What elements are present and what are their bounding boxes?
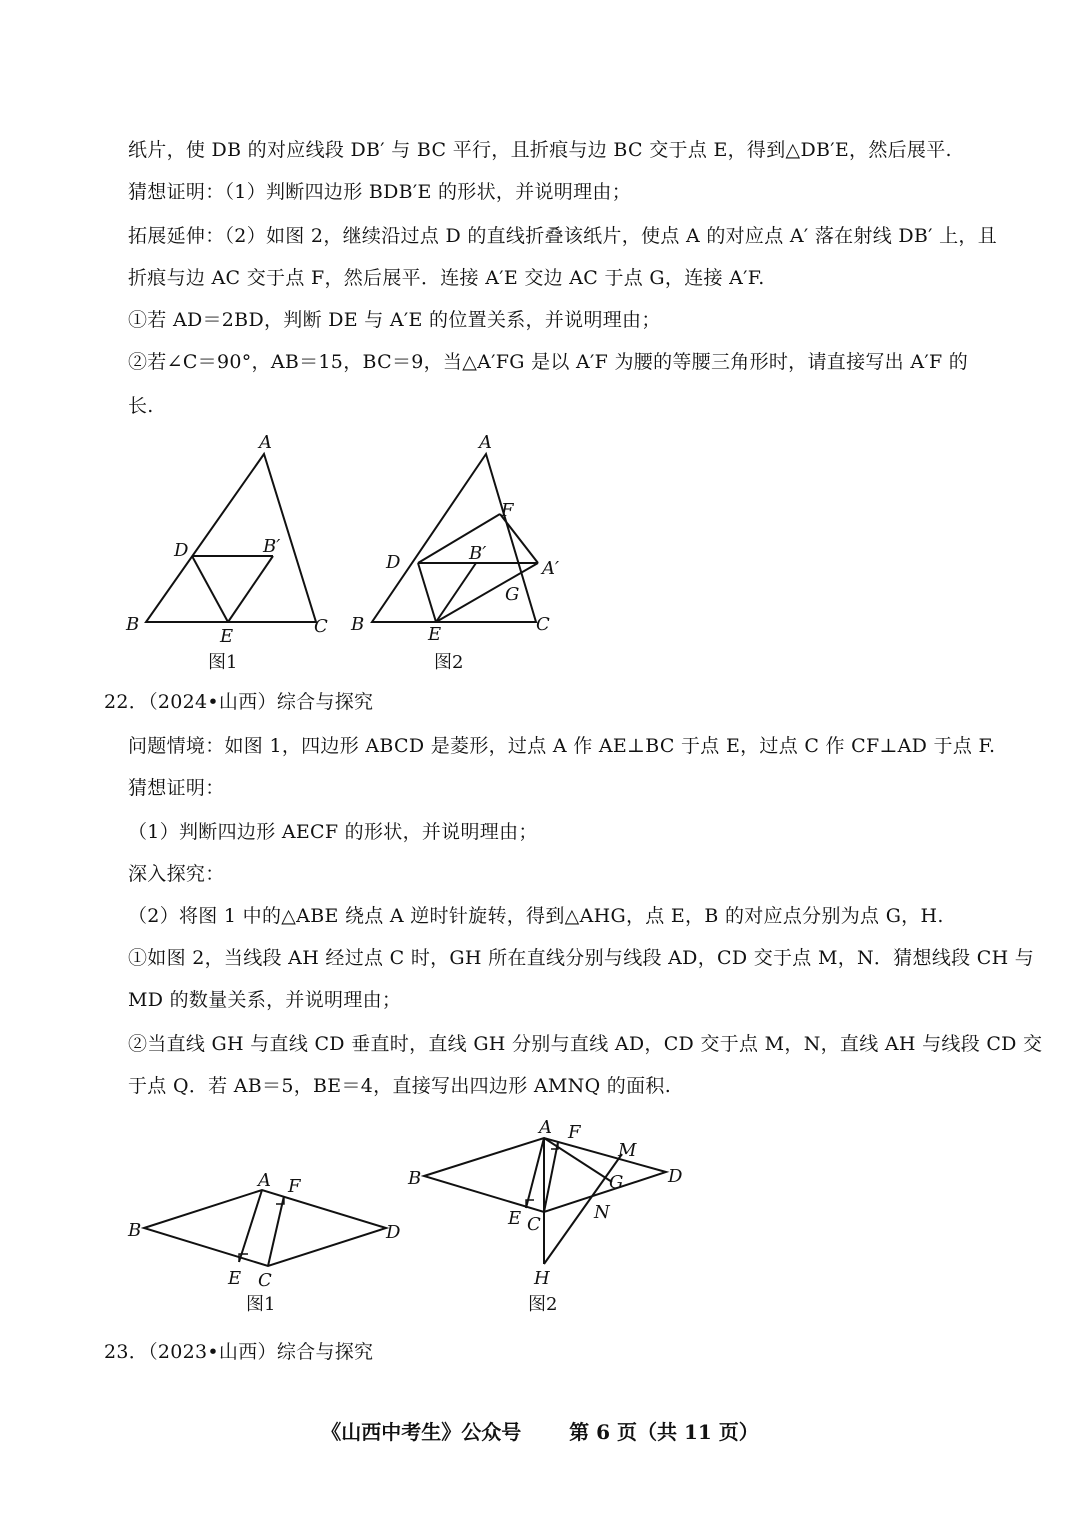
text-line-15: MD 的数量关系，并说明理由； <box>128 989 402 1011</box>
text-line-12: 深入探究： <box>128 863 225 885</box>
point-label-d: D <box>386 1222 401 1243</box>
point-label-f: F <box>288 1176 301 1197</box>
point-label-b: B <box>408 1168 422 1189</box>
figure-caption: 图1 <box>208 652 238 673</box>
point-label-a: A <box>258 1170 271 1191</box>
point-label-n: N <box>594 1202 610 1223</box>
point-label-e: E <box>508 1208 522 1229</box>
page-footer <box>0 1416 1080 1445</box>
figure-top-2 <box>348 428 588 678</box>
point-label-b-prime: B′ <box>469 543 487 564</box>
point-label-h: H <box>534 1268 550 1289</box>
point-label-a: A <box>479 432 492 453</box>
text-line-6: ②若∠C＝90°，AB＝15，BC＝9，当△A′FG 是以 A′F 为腰的等腰三角形时，请直接写出 A′F 的 <box>128 351 969 373</box>
question-23-heading: 23．（2023•山西）综合与探究 <box>104 1341 374 1363</box>
footer-source: 《山西中考生》公众号 <box>321 1420 522 1444</box>
text-line-13: （2）将图 1 中的△ABE 绕点 A 逆时针旋转，得到△AHG，点 E，B 的对应点分别为点 G，H. <box>128 905 944 927</box>
point-label-c: C <box>536 614 550 635</box>
point-label-c: C <box>258 1270 272 1291</box>
point-label-a-prime: A′ <box>542 558 560 579</box>
footer-page-number: 第 6 页（共 11 页） <box>569 1420 759 1444</box>
point-label-b: B <box>126 614 140 635</box>
point-label-d: D <box>386 552 401 573</box>
point-label-a: A <box>539 1117 552 1138</box>
point-label-g: G <box>609 1172 624 1193</box>
text-line-4: 折痕与边 AC 交于点 F，然后展平．连接 A′E 交边 AC 于点 G，连接 A′F. <box>128 267 765 289</box>
point-label-c: C <box>314 616 328 637</box>
text-line-1: 纸片，使 DB 的对应线段 DB′ 与 BC 平行，且折痕与边 BC 交于点 E，得到△DB′E，然后展平. <box>128 139 952 161</box>
point-label-d: D <box>174 540 189 561</box>
figure-bottom-1 <box>124 1168 414 1328</box>
point-label-f: F <box>568 1122 581 1143</box>
point-label-d: D <box>668 1166 683 1187</box>
figure-caption: 图1 <box>246 1294 276 1315</box>
point-label-e: E <box>428 624 442 645</box>
point-label-e: E <box>220 626 234 647</box>
figure-bottom-2 <box>404 1116 704 1326</box>
text-line-9: 问题情境：如图 1，四边形 ABCD 是菱形，过点 A 作 AE⊥BC 于点 E，过点 C 作 CF⊥AD 于点 F. <box>128 735 996 757</box>
point-label-g: G <box>505 584 520 605</box>
point-label-b: B <box>128 1220 142 1241</box>
point-label-b-prime: B′ <box>263 536 281 557</box>
text-line-11: （1）判断四边形 AECF 的形状，并说明理由； <box>128 821 538 843</box>
text-line-17: 于点 Q．若 AB＝5，BE＝4，直接写出四边形 AMNQ 的面积. <box>128 1075 672 1097</box>
point-label-b: B <box>351 614 365 635</box>
text-line-10: 猜想证明： <box>128 777 225 799</box>
point-label-a: A <box>259 432 272 453</box>
text-line-7: 长. <box>128 395 154 417</box>
text-line-2: 猜想证明：（1）判断四边形 BDB′E 的形状，并说明理由； <box>128 181 632 203</box>
point-label-f: F <box>501 500 514 521</box>
text-line-16: ②当直线 GH 与直线 CD 垂直时，直线 GH 分别与直线 AD，CD 交于点 M，N，直线 AH 与线段 CD 交 <box>128 1033 1043 1055</box>
text-line-5: ①若 AD＝2BD，判断 DE 与 A′E 的位置关系，并说明理由； <box>128 309 661 331</box>
point-label-m: M <box>618 1140 637 1161</box>
text-line-3: 拓展延伸：（2）如图 2，继续沿过点 D 的直线折叠该纸片，使点 A 的对应点 A′ 落在射线 DB′ 上，且 <box>128 225 998 247</box>
point-label-e: E <box>228 1268 242 1289</box>
point-label-c: C <box>527 1214 541 1235</box>
figure-caption: 图2 <box>434 652 464 673</box>
question-22-heading: 22．（2024•山西）综合与探究 <box>104 691 374 713</box>
figure-caption: 图2 <box>528 1294 558 1315</box>
figure-top-1 <box>118 428 348 678</box>
text-line-14: ①如图 2，当线段 AH 经过点 C 时，GH 所在直线分别与线段 AD，CD 交于点 M，N．猜想线段 CH 与 <box>128 947 1035 969</box>
